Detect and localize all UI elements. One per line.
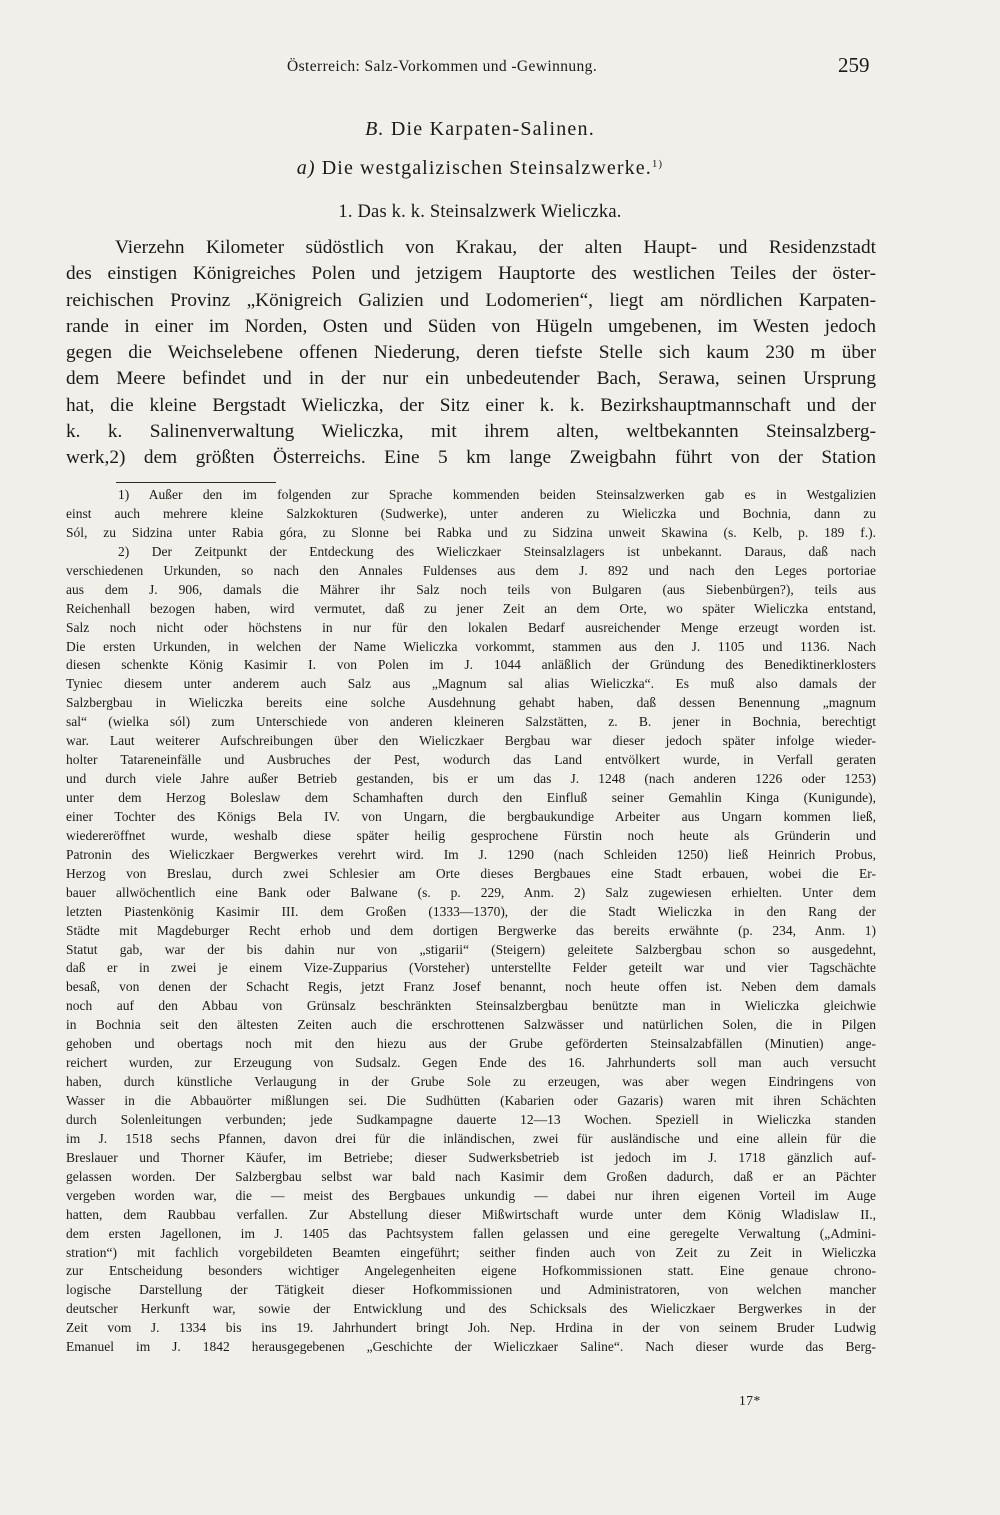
footnote-line: bauer allwöchentlich eine Bank oder Balwane (s. p. 229, Anm. 2) Salz zugewiesen erhielten. Unter dem xyxy=(66,884,876,900)
body-line: des einstigen Königreiches Polen und jetzigem Hauptorte des westlichen Teiles der öster- xyxy=(66,263,876,285)
signature-mark: 17* xyxy=(739,1393,761,1408)
footnote-line: Tyniec diesem unter anderem auch Salz aus „Magnum sal alias Wieliczka“. Es muß also damals der xyxy=(66,676,876,692)
body-line: k. k. Salinenverwaltung Wieliczka, mit ihrem alten, weltbekannten Steinsalzberg- xyxy=(66,421,876,443)
footnote-line: Zeit vom J. 1334 bis ins 19. Jahrhundert bringt Joh. Nep. Hrdina in der von seinem Bruder Ludwig xyxy=(66,1320,876,1336)
footnote-line: Sól, zu Sidzina unter Rabia góra, zu Slonne bei Rabka und zu Sidzina unweit Skawina (s. Kelb, p. 189 f.). xyxy=(66,524,876,540)
footnote-line: aus dem J. 906, damals die Mährer ihr Salz noch teils von Bulgaren (aus Siebenbürgen?), teils aus xyxy=(66,581,876,597)
footnote-line: deutscher Herkunft war, sowie der Entwicklung und des Schicksals des Wieliczkaer Bergwerkes in der xyxy=(66,1301,876,1317)
section-label: B. xyxy=(365,118,385,140)
body-text xyxy=(66,235,876,472)
footnote-line: unter dem Herzog Boleslaw dem Schamhaften durch den Einfluß seiner Gemahlin Kinga (Kunigunde), xyxy=(66,790,876,805)
running-head-title: Österreich: Salz-Vorkommen und -Gewinnung. xyxy=(287,58,598,75)
footnote-line: sal“ (wielka sól) zum Unterschiede von anderen kleineren Salzstätten, z. B. jener in Bochnia, berechtigt xyxy=(66,714,876,730)
footnote-line: Herzog von Breslau, durch zwei Schlesier am Orte dieses Bergbaues eine Stadt erbauen, wobei die Er- xyxy=(66,865,876,881)
footnote-line: Salz noch nicht oder höchstens in nur für den lokalen Bedarf ausreichender Menge erzeugt worden ist. xyxy=(66,619,876,635)
footnote-line: durch Solenleitungen verbunden; jede Sudkampagne dauerte 12—13 Wochen. Speziell in Wieliczka standen xyxy=(66,1111,876,1127)
footnote-line: Reichenhall bezogen haben, wird vermutet, daß zu jener Zeit an dem Orte, wo später Wieliczka entstand, xyxy=(66,600,876,616)
footnote-line: daß er in zwei je einem Vize-Zupparius (Vorsteher) unterstellte Felder geteilt war und vier Tagschächte xyxy=(66,960,876,976)
subsection-label: a) xyxy=(296,157,316,179)
body-line: Vierzehn Kilometer südöstlich von Krakau, der alten Haupt- und Residenzstadt xyxy=(115,237,876,258)
footnote-line: Breslauer und Thorner Käufer, im Betriebe; dieser Sudwerksbetrieb ist jedoch im J. 1718 gänzlich auf- xyxy=(66,1149,876,1165)
footnote-line: einst auch mehrere kleine Salzkokturen (Sudwerke), unter anderen zu Wieliczka und Bochnia, dann zu xyxy=(66,505,876,521)
footnote-line: im J. 1518 sechs Pfannen, davon drei für die inländischen, zwei für ausländische und eine allein für die xyxy=(66,1130,876,1146)
footnote-line: Wasser in die Abbauörter mißlungen sei. Die Sudhütten (Kabarien oder Gazaris) waren mit ihren Schächten xyxy=(66,1093,876,1108)
footnote-line: dem ersten Jagellonen, im J. 1405 das Pachtsystem fallen gelassen und eine geregelte Verwaltung („Admini- xyxy=(66,1225,876,1241)
footnotes xyxy=(66,486,876,1357)
footnote-line: Emanuel im J. 1842 herausgegebenen „Geschichte der Wieliczkaer Saline“. Nach dieser wurde das Berg- xyxy=(66,1339,876,1355)
footnote-line: zur Entscheidung besonders wichtiger Angelegenheiten eigene Hofkommissionen statt. Eine genaue chrono- xyxy=(66,1263,876,1279)
footnote-line: war. Laut weiterer Aufschreibungen über den Wieliczkaer Bergbau war dieser jedoch später infolge wieder- xyxy=(66,733,876,749)
footnote-line: gehoben und obertags noch mit den hiezu aus der Grube geförderten Steinsalzabfällen (Minutien) ange- xyxy=(66,1036,876,1052)
footnote-line: 1) Außer den im folgenden zur Sprache kommenden beiden Steinsalzwerken gab es in Westgalizien xyxy=(118,487,876,502)
body-line: reichischen Provinz „Königreich Galizien und Lodomerien“, liegt am nördlichen Karpaten- xyxy=(66,289,876,311)
body-line: werk,2) dem größten Österreichs. Eine 5 km lange Zweigbahn führt von der Station xyxy=(66,447,876,469)
footnote-line: besaß, von denen der Schacht Regis, jetzt Franz Josef benannt, noch heute offen ist. Neben dem damals xyxy=(66,979,876,995)
footnote-line: Die ersten Urkunden, in welchen der Name Wieliczka vorkommt, stammen aus den J. 1105 und 1136. Nach xyxy=(66,638,876,654)
footnote-ref: 1) xyxy=(651,158,664,170)
footnote-line: Statut gab, war der bis dahin nur von „stigarii“ (Steigern) geleitete Salzbergbau schon so ausgedehnt, xyxy=(66,941,876,957)
footnote-line: und durch viele Jahre außer Betrieb gestanden, bis er um das J. 1248 (nach anderen 1226 oder 1253) xyxy=(66,771,876,787)
section-title: Die Karpaten-Salinen. xyxy=(390,118,595,140)
body-line: rande in einer im Norden, Osten und Süden von Hügeln umgebenen, im Westen jedoch xyxy=(66,315,876,337)
footnote-line: diesen schenkte König Kasimir I. von Polen im J. 1044 anläßlich der Gründung des Benediktinerklosters xyxy=(66,657,876,673)
footnote-line: vergeben worden war, die — meist des Bergbaues unkundig — dabei nur ihren eigenen Vorteil im Auge xyxy=(66,1187,876,1203)
footnote-line: stration“) mit fachlich vorgebildeten Beamten eingeführt; seither finden auch von Zeit zu Zeit in Wieliczka xyxy=(66,1244,876,1260)
footnote-line: gelassen worden. Der Salzbergbau selbst war bald nach Kasimir dem Großen dadurch, daß er an Pächter xyxy=(66,1168,876,1184)
footnote-line: Städte mit Magdeburger Recht erhob und dem dortigen Bergwerke das bereits erwähnte (p. 234, Anm. 1) xyxy=(66,922,876,938)
body-line: dem Meere befindet und in der nur ein unbedeutender Bach, Serawa, seinen Ursprung xyxy=(66,368,876,390)
footnote-line: logische Darstellung der Tätigkeit dieser Hofkommissionen und Administratoren, von welchen mancher xyxy=(66,1282,876,1298)
footnote-line: verschiedenen Urkunden, so nach den Annales Fuldenses aus dem J. 892 und nach den Leges portoriae xyxy=(66,562,876,578)
footnote-line: Salzbergbau in Wieliczka bereits eine solche Ausdehnung gehabt haben, daß dessen Benennung „magnum xyxy=(66,695,876,711)
footnote-line: wiedereröffnet wurde, weshalb diese später heilig gesprochene Fürstin noch heute als Gründerin und xyxy=(66,827,876,843)
subsection-title: Die westgalizischen Steinsalzwerke. xyxy=(321,157,652,179)
body-line: gegen die Weichselebene offenen Niederung, deren tiefste Stelle sich kaum 230 m über xyxy=(66,342,876,364)
footnote-line: noch auf den Abbau von Grünsalz beschränkten Steinsalzbergbau benützte man in Wieliczka gleichwie xyxy=(66,998,876,1014)
footnote-line: 2) Der Zeitpunkt der Entdeckung des Wieliczkaer Steinsalzlagers ist unbekannt. Daraus, daß nach xyxy=(118,543,876,559)
footnote-line: einer Tochter des Königs Bela IV. von Ungarn, die bergbaukundige Arbeiter aus Ungarn kommen ließ, xyxy=(66,808,876,824)
footnote-rule xyxy=(116,482,276,483)
body-line: hat, die kleine Bergstadt Wieliczka, der Sitz einer k. k. Bezirkshauptmannschaft und der xyxy=(66,394,876,416)
footnote-line: Patronin des Wieliczkaer Bergwerkes verehrt wird. Im J. 1290 (nach Schleiden 1250) ließ Heinrich Probus, xyxy=(66,846,876,862)
subsection-heading xyxy=(0,157,960,180)
item-heading: 1. Das k. k. Steinsalzwerk Wieliczka. xyxy=(338,202,622,222)
footnote-line: in Bochnia seit den ältesten Zeiten auch die erschrottenen Salzwässer und natürlichen Solen, die in Pilgen xyxy=(66,1017,876,1033)
footnote-line: haben, durch künstliche Verlaugung in der Grube Sole zu erzeugen, was aber wegen Eindringens von xyxy=(66,1074,876,1090)
running-head xyxy=(0,53,1000,82)
footnote-line: hatten, dem Raubbau verfallen. Zur Abstellung dieser Mißwirtschaft wurde unter dem König Wladislaw II., xyxy=(66,1206,876,1222)
page-number: 259 xyxy=(838,53,870,77)
section-heading xyxy=(0,118,960,141)
footnote-line: letzten Piastenkönig Kasimir III. dem Großen (1333—1370), der die Stadt Wieliczka in den Rang der xyxy=(66,903,876,919)
footnote-line: reichert wurden, zur Erzeugung von Sudsalz. Gegen Ende des 16. Jahrhunderts soll man auch versucht xyxy=(66,1055,876,1071)
footnote-line: holter Tatareneinfälle und Ausbruches der Pest, wodurch das Land entvölkert wurde, in Verfall geraten xyxy=(66,752,876,768)
